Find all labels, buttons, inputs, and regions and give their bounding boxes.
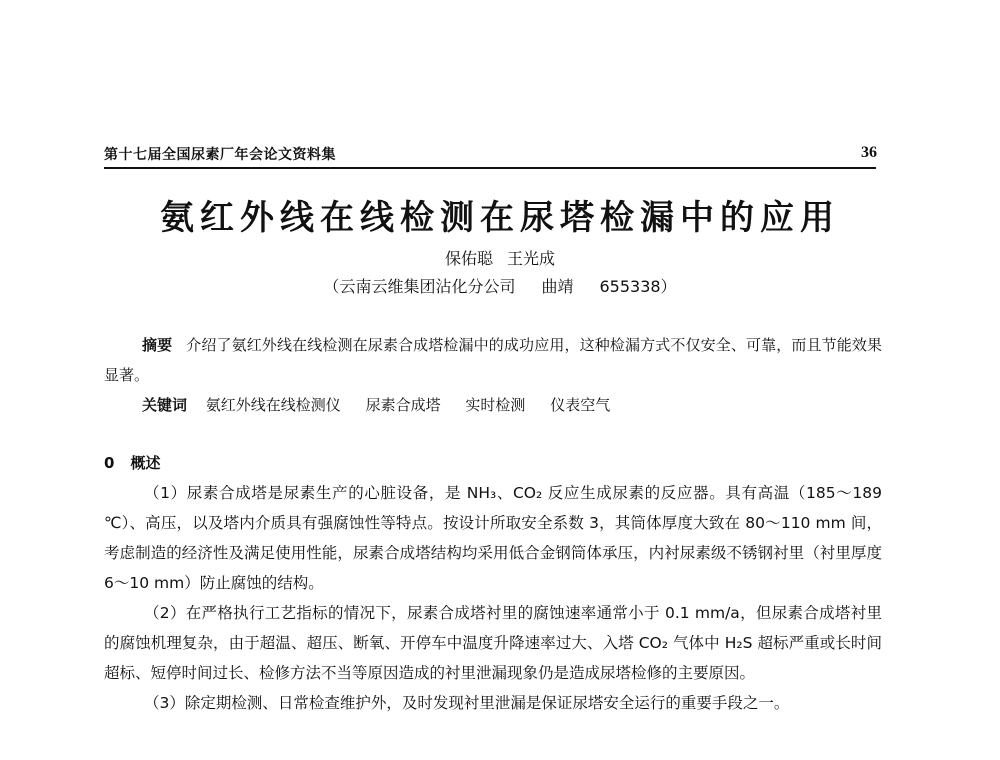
- keywords-label: 关键词: [142, 396, 188, 414]
- keyword-item: 仪表空气: [550, 396, 611, 414]
- affiliation-city: 曲靖: [541, 277, 574, 296]
- keyword-item: 氨红外线在线检测仪: [205, 396, 341, 414]
- section-number: 0: [104, 454, 115, 472]
- paragraph: （3）除定期检测、日常检查维护外，及时发现衬里泄漏是保证尿塔安全运行的重要手段之一。: [144, 694, 790, 712]
- section-title: 概述: [130, 454, 161, 472]
- paren-open: （: [323, 277, 340, 296]
- abstract-label: 摘要: [142, 336, 173, 354]
- paragraph: （1）尿素合成塔是尿素生产的心脏设备，是 NH₃、CO₂ 反应生成尿素的反应器。具有高温（185～189 ℃）、高压，以及塔内介质具有强腐蚀性等特点。按设计所取安全系数 3，其筒体厚度大致在 80～110 mm 间，考虑制造的经济性及满足使用性能，尿素合成塔结构均采用低合金钢筒体承压，内衬尿素级不锈钢衬里（衬里厚度 6～10 mm）防止腐蚀的结构。: [104, 484, 882, 592]
- author-name: 王光成: [507, 249, 556, 268]
- abstract: [104, 330, 882, 390]
- affiliation: [0, 274, 1000, 297]
- keywords: [142, 390, 882, 420]
- keyword-item: 尿素合成塔: [365, 396, 441, 414]
- running-header-title: 第十七届全国尿素厂年会论文资料集: [104, 147, 336, 163]
- keyword-item: 实时检测: [465, 396, 526, 414]
- affiliation-postcode: 655338: [599, 277, 661, 296]
- abstract-text: 介绍了氨红外线在线检测在尿素合成塔检漏中的成功应用，这种检漏方式不仅安全、可靠，而且节能效果显著。: [104, 336, 882, 384]
- paragraph: （2）在严格执行工艺指标的情况下，尿素合成塔衬里的腐蚀速率通常小于 0.1 mm/a，但尿素合成塔衬里的腐蚀机理复杂，由于超温、超压、断氧、开停车中温度升降速率过大、入塔 CO₂ 气体中 H₂S 超标严重或长时间超标、短停时间过长、检修方法不当等原因造成的衬里泄漏现象仍是造成尿塔检修的主要原因。: [104, 604, 882, 682]
- paper-title: 氨红外线在线检测在尿塔检漏中的应用: [160, 198, 840, 238]
- paren-close: ）: [660, 277, 677, 296]
- affiliation-org: 云南云维集团沾化分公司: [339, 277, 516, 296]
- header-rule: [104, 167, 876, 169]
- body-text: [104, 478, 882, 718]
- page-number: 36: [861, 144, 877, 161]
- section-heading: [104, 452, 160, 473]
- author-name: 保佑聪: [444, 249, 493, 268]
- author-list: [0, 246, 1000, 269]
